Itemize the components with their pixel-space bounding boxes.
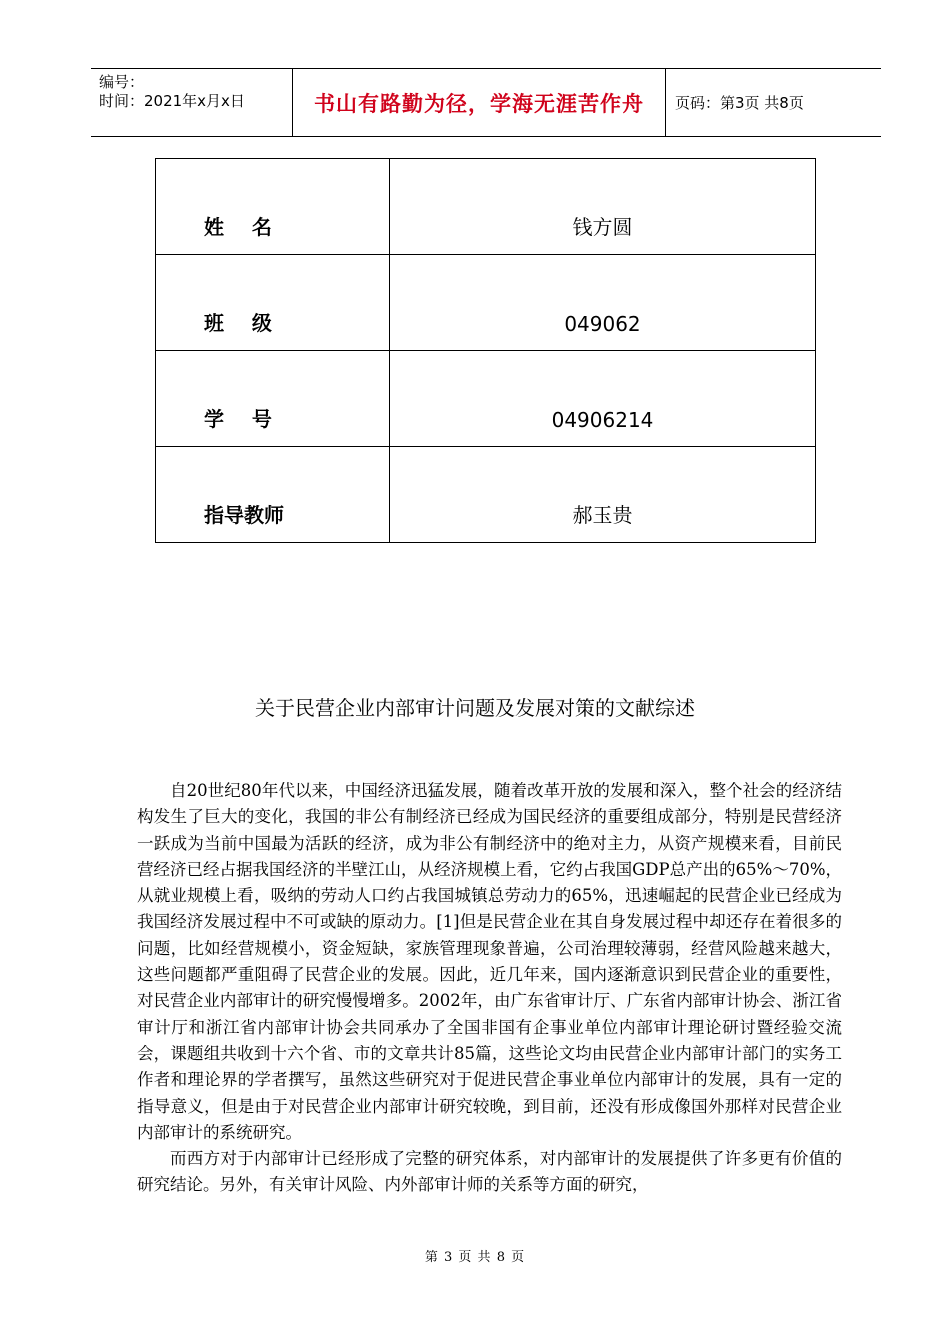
document-number-label: 编号： xyxy=(99,73,145,91)
student-id-label: 学 号 xyxy=(156,351,390,447)
table-row xyxy=(156,159,816,255)
name-label: 姓 名 xyxy=(156,159,390,255)
body-paragraph: 自20世纪80年代以来，中国经济迅猛发展，随着改革开放的发展和深入，整个社会的经济结构发生了巨大的变化，我国的非公有制经济已经成为国民经济的重要组成部分，特别是民营经济一跃成为当前中国最为活跃的经济，成为非公有制经济中的绝对主力，从资产规模来看，目前民营经济已经占据我国经济的半壁江山，从经济规模上看，它约占我国GDP总产出的65%～70%，从就业规模上看，吸纳的劳动人口约占我国城镇总劳动力的65%，迅速崛起的民营企业已经成为我国经济发展过程中不可或缺的原动力。[1]但是民营企业在其自身发展过程中却还存在着很多的问题，比如经营规模小，资金短缺，家族管理现象普遍，公司治理较薄弱，经营风险越来越大，这些问题都严重阻碍了民营企业的发展。因此，近几年来，国内逐渐意识到民营企业的重要性，对民营企业内部审计的研究慢慢增多。2002年，由广东省审计厅、广东省内部审计协会、浙江省审计厅和浙江省内部审计协会共同承办了全国非国有企事业单位内部审计理论研讨暨经验交流会，课题组共收到十六个省、市的文章共计85篇，这些论文均由民营企业内部审计部门的实务工作者和理论界的学者撰写，虽然这些研究对于促进民营企事业单位内部审计的发展，具有一定的指导意义，但是由于对民营企业内部审计研究较晚，到目前，还没有形成像国外那样对民营企业内部审计的系统研究。 xyxy=(137,781,842,1142)
name-value: 钱方圆 xyxy=(390,159,816,255)
class-value: 049062 xyxy=(390,255,816,351)
advisor-value: 郝玉贵 xyxy=(390,447,816,543)
table-row xyxy=(156,351,816,447)
article-title: 关于民营企业内部审计问题及发展对策的文献综述 xyxy=(255,696,695,720)
table-row xyxy=(156,255,816,351)
table-row xyxy=(156,447,816,543)
article-body xyxy=(137,778,842,1199)
header-meta xyxy=(91,69,293,136)
advisor-label: 指导教师 xyxy=(156,447,390,543)
page-footer: 第 3 页 共 8 页 xyxy=(424,1250,526,1265)
header-motto: 书山有路勤为径，学海无涯苦作舟 xyxy=(293,69,666,136)
document-time-label: 时间：2021年x月x日 xyxy=(99,92,245,110)
student-info-table xyxy=(155,158,816,543)
body-paragraph: 而西方对于内部审计已经形成了完整的研究体系，对内部审计的发展提供了许多更有价值的研究结论。另外，有关审计风险、内外部审计师的关系等方面的研究， xyxy=(137,1149,842,1195)
student-id-value: 04906214 xyxy=(390,351,816,447)
class-label: 班 级 xyxy=(156,255,390,351)
header-page-code: 页码：第3页 共8页 xyxy=(675,94,804,112)
page-header xyxy=(91,68,881,137)
